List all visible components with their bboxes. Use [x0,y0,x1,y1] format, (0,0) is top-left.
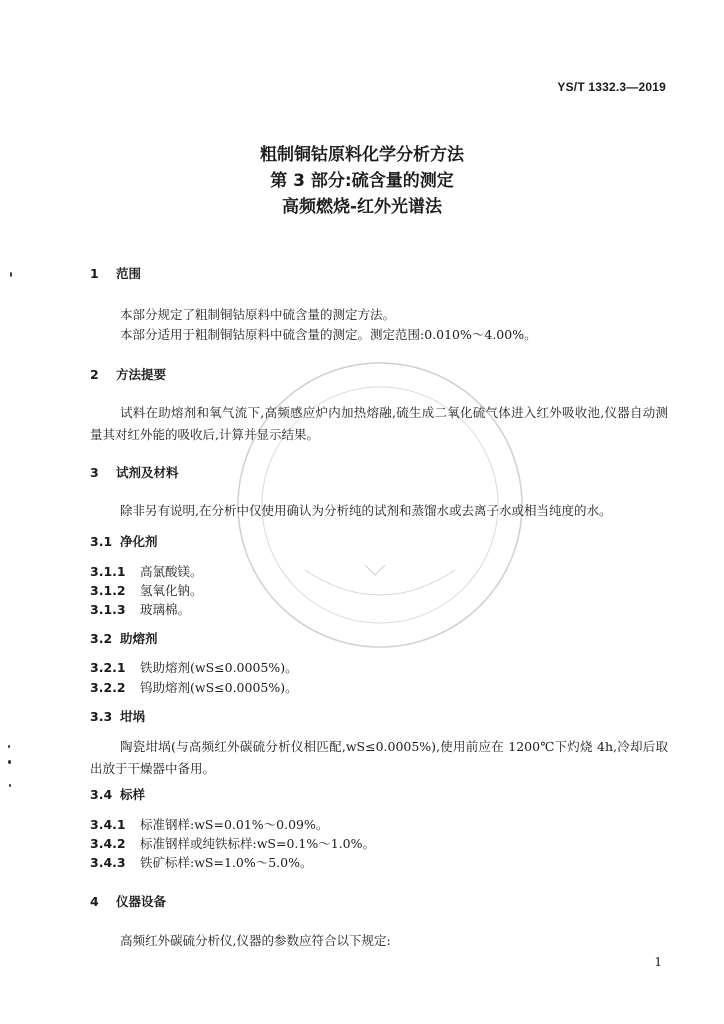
subsection-3-3-heading [90,709,145,725]
list-item [90,836,375,852]
item-text: 标准钢样:wS=0.01%～0.09%。 [140,817,329,832]
section-1-paragraph-1: 本部分规定了粗制铜钴原料中硫含量的测定方法。 [120,307,396,322]
item-number: 3.4.1 [90,817,126,832]
subsection-3-2-heading [90,631,158,647]
section-title: 方法提要 [116,367,167,382]
item-number: 3.2.2 [90,680,126,695]
list-item [90,583,203,599]
list-item [90,855,312,871]
subsection-title: 坩埚 [120,709,146,724]
item-number: 3.1.1 [90,564,126,579]
scan-speck [8,745,10,748]
list-item [90,680,298,696]
section-2-heading [90,367,166,383]
item-text: 钨助熔剂(wS≤0.0005%)。 [140,680,298,695]
section-4-paragraph-1: 高频红外碳硫分析仪,仪器的参数应符合以下规定: [120,933,391,948]
subsection-3-3-paragraph: 陶瓷坩埚(与高频红外碳硫分析仪相匹配,wS≤0.0005%),使用前应在 1200℃下灼烧 4h,冷却后取出放于干燥器中备用。 [90,739,668,776]
subsection-number: 3.1 [90,534,113,549]
section-number: 4 [90,894,99,909]
item-number: 3.1.2 [90,583,126,598]
section-1-paragraph-2: 本部分适用于粗制铜钴原料中硫含量的测定。测定范围:0.010%～4.00%。 [120,327,537,342]
list-item [90,602,190,618]
document-title-line1: 粗制铜钴原料化学分析方法 [260,145,464,165]
section-number: 1 [90,266,99,281]
section-1-heading [90,266,141,282]
section-3-heading [90,465,179,481]
item-text: 铁矿标样:wS=1.0%～5.0%。 [140,855,313,870]
section-title: 仪器设备 [116,894,167,909]
scan-speck [10,272,12,277]
section-number: 2 [90,367,99,382]
scan-speck [8,760,11,764]
section-number: 3 [90,465,99,480]
page-number: 1 [654,955,662,969]
item-number: 3.2.1 [90,660,126,675]
subsection-number: 3.3 [90,709,113,724]
document-title-line3: 高频燃烧-红外光谱法 [281,197,443,217]
section-2-paragraph-1: 试料在助熔剂和氧气流下,高频感应炉内加热熔融,硫生成二氧化硫气体进入红外吸收池,仪器自动测量其对红外能的吸收后,计算并显示结果。 [90,405,668,442]
item-text: 氢氧化钠。 [140,583,203,598]
subsection-number: 3.4 [90,787,113,802]
section-title: 范围 [116,266,142,281]
subsection-number: 3.2 [90,631,113,646]
section-title: 试剂及材料 [116,465,179,480]
item-text: 玻璃棉。 [140,602,191,617]
document-title-line2: 第 3 部分:硫含量的测定 [270,171,454,191]
item-text: 标准钢样或纯铁标样:wS=0.1%～1.0%。 [140,836,375,851]
section-4-heading [90,894,166,910]
subsection-3-4-heading [90,787,145,803]
section-3-paragraph-1: 除非另有说明,在分析中仅使用确认为分析纯的试剂和蒸馏水或去离子水或相当纯度的水。 [120,503,612,518]
subsection-title: 净化剂 [120,534,158,549]
subsection-title: 标样 [120,787,146,802]
list-item [90,564,203,580]
subsection-3-1-heading [90,534,158,550]
item-text: 铁助熔剂(wS≤0.0005%)。 [140,660,298,675]
standard-code: YS/T 1332.3—2019 [557,80,666,94]
subsection-title: 助熔剂 [120,631,158,646]
list-item [90,817,328,833]
list-item [90,660,298,676]
item-number: 3.4.3 [90,855,126,870]
scan-speck [9,784,11,787]
item-number: 3.1.3 [90,602,126,617]
item-text: 高氯酸镁。 [140,564,203,579]
item-number: 3.4.2 [90,836,126,851]
